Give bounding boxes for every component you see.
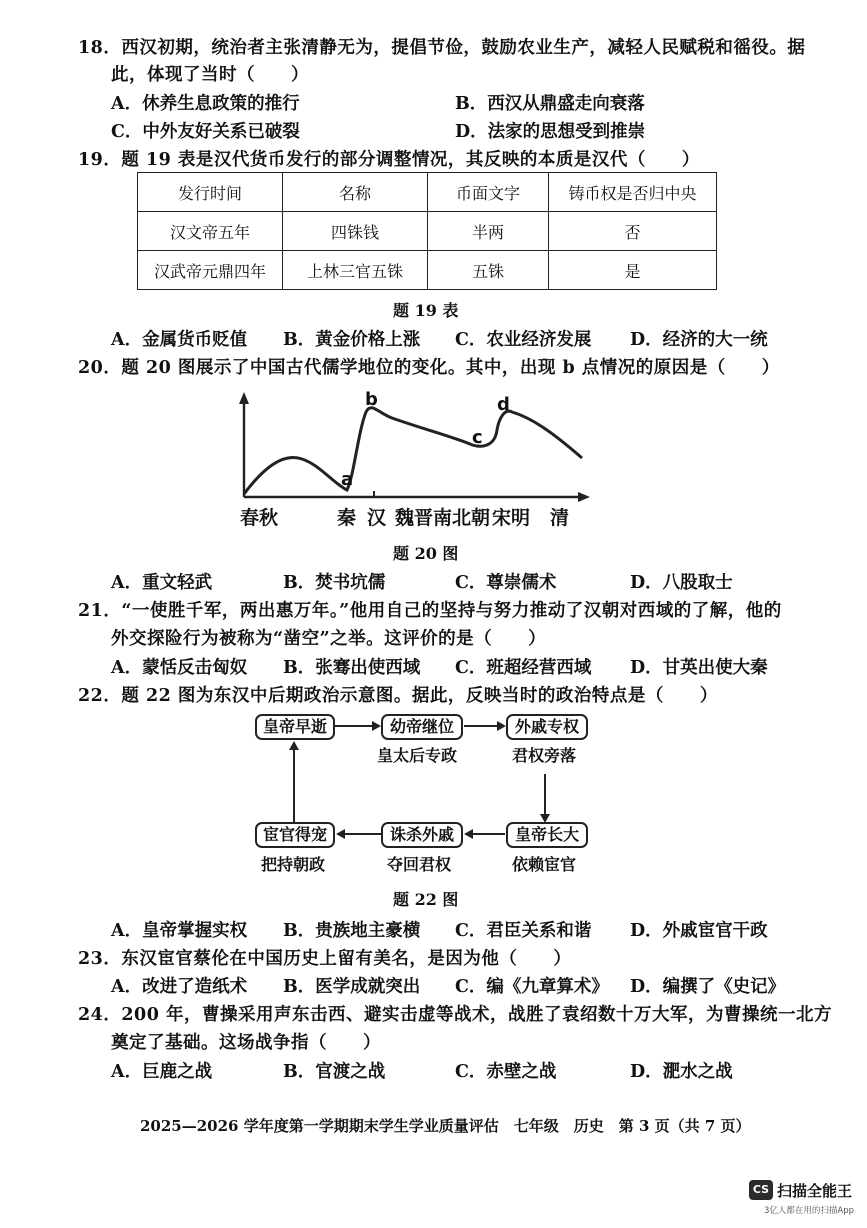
q23-option-a: A．改进了造纸术 bbox=[111, 977, 248, 997]
y-axis-arrow bbox=[239, 392, 249, 404]
q24-option-a: A．巨鹿之战 bbox=[111, 1062, 213, 1082]
x-label-qing: 清 bbox=[550, 507, 570, 529]
q19-caption: 题 19 表 bbox=[393, 301, 459, 320]
node-eunuch-favored-note: 把持朝政 bbox=[261, 855, 326, 874]
table-header: 铸币权是否归中央 bbox=[549, 173, 717, 212]
q22-option-a: A．皇帝掌握实权 bbox=[111, 921, 248, 941]
q23-option-d: D．编撰了《史记》 bbox=[630, 977, 786, 997]
q23-option-b: B．医学成就突出 bbox=[283, 977, 421, 997]
page-footer: 2025—2026 学年度第一学期期末学生学业质量评估 七年级 历史 第 3 页（共 7 页） bbox=[140, 1117, 751, 1135]
node-consort-clan-note: 君权旁落 bbox=[512, 746, 577, 765]
q24-option-d: D．淝水之战 bbox=[630, 1062, 733, 1082]
q22-option-c: C．君臣关系和谐 bbox=[455, 921, 592, 941]
table-cell: 汉武帝元鼎四年 bbox=[138, 251, 283, 290]
q22-option-d: D．外戚宦官干政 bbox=[630, 921, 768, 941]
point-label-c: c bbox=[472, 427, 483, 448]
node-consort-clan-power: 外戚专权 bbox=[506, 714, 588, 740]
arrow-right-icon bbox=[497, 721, 506, 731]
q19-option-a: A．金属货币贬值 bbox=[111, 330, 248, 350]
q22-option-b: B．贵族地主豪横 bbox=[283, 921, 421, 941]
q20-status-curve bbox=[0, 0, 867, 560]
status-curve-line bbox=[244, 408, 582, 494]
q20-caption: 题 20 图 bbox=[393, 544, 459, 563]
q18-option-a: A．休养生息政策的推行 bbox=[111, 94, 300, 114]
q19-option-c: C．农业经济发展 bbox=[455, 330, 592, 350]
q24-option-b: B．官渡之战 bbox=[283, 1062, 386, 1082]
q19-stem: 19．题 19 表是汉代货币发行的部分调整情况，其反映的本质是汉代（ ） bbox=[78, 150, 700, 170]
table-cell: 是 bbox=[549, 251, 717, 290]
q21-option-a: A．蒙恬反击匈奴 bbox=[111, 658, 248, 678]
table-cell: 否 bbox=[549, 212, 717, 251]
node-kill-consort-note: 夺回君权 bbox=[387, 855, 452, 874]
table-header: 名称 bbox=[283, 173, 428, 212]
x-label-weijin: 魏晋南北朝 bbox=[395, 507, 491, 529]
q23-option-c: C．编《九章算术》 bbox=[455, 977, 609, 997]
q21-option-b: B．张骞出使西域 bbox=[283, 658, 421, 678]
arrow-left-icon bbox=[336, 829, 345, 839]
arrow-right-icon bbox=[372, 721, 381, 731]
q22-caption: 题 22 图 bbox=[393, 890, 459, 909]
node-kill-consort-clan: 诛杀外戚 bbox=[381, 822, 463, 848]
q20-stem: 20．题 20 图展示了中国古代儒学地位的变化。其中，出现 b 点情况的原因是（ ） bbox=[78, 358, 780, 378]
table-cell: 半两 bbox=[428, 212, 549, 251]
table-cell: 汉文帝五年 bbox=[138, 212, 283, 251]
node-child-emperor-note: 皇太后专政 bbox=[377, 746, 458, 765]
point-label-b: b bbox=[365, 389, 378, 410]
x-label-chunqiu: 春秋 bbox=[240, 507, 279, 529]
q22-stem: 22．题 22 图为东汉中后期政治示意图。据此，反映当时的政治特点是（ ） bbox=[78, 686, 718, 706]
table-header: 发行时间 bbox=[138, 173, 283, 212]
q20-option-d: D．八股取士 bbox=[630, 573, 733, 593]
q20-option-a: A．重文轻武 bbox=[111, 573, 213, 593]
q20-option-b: B．焚书坑儒 bbox=[283, 573, 386, 593]
x-label-han: 汉 bbox=[367, 507, 387, 529]
q18-stem-line1: 18．西汉初期，统治者主张清静无为，提倡节俭，鼓励农业生产，减轻人民赋税和徭役。据 bbox=[78, 38, 806, 58]
camscanner-logo-icon: CS bbox=[749, 1180, 773, 1200]
point-label-a: a bbox=[341, 469, 354, 490]
q21-stem-line1: 21．“一使胜千军，两出惠万年。”他用自己的坚持与努力推动了汉朝对西域的了解，他的 bbox=[78, 601, 782, 621]
x-label-songming: 宋明 bbox=[492, 507, 531, 529]
q18-stem-line2: 此，体现了当时（ ） bbox=[111, 65, 309, 85]
q21-option-c: C．班超经营西域 bbox=[455, 658, 592, 678]
node-emperor-grown-note: 依赖宦官 bbox=[512, 855, 577, 874]
q18-option-d: D．法家的思想受到推崇 bbox=[455, 122, 646, 142]
table-cell: 四铢钱 bbox=[283, 212, 428, 251]
q19-option-b: B．黄金价格上涨 bbox=[283, 330, 421, 350]
q21-stem-line2: 外交探险行为被称为“凿空”之举。这评价的是（ ） bbox=[111, 629, 547, 649]
camscanner-name: 扫描全能王 bbox=[777, 1182, 853, 1200]
q18-option-c: C．中外友好关系已破裂 bbox=[111, 122, 300, 142]
point-label-d: d bbox=[497, 394, 510, 415]
arrow-left-icon bbox=[464, 829, 473, 839]
table-cell: 五铢 bbox=[428, 251, 549, 290]
q23-stem: 23．东汉宦官蔡伦在中国历史上留有美名，是因为他（ ） bbox=[78, 949, 572, 969]
q21-option-d: D．甘英出使大秦 bbox=[630, 658, 768, 678]
q24-stem-line1: 24．200 年，曹操采用声东击西、避实击虚等战术，战胜了袁绍数十万大军，为曹操统一北方 bbox=[78, 1005, 832, 1025]
node-child-emperor: 幼帝继位 bbox=[381, 714, 463, 740]
node-eunuch-favored: 宦官得宠 bbox=[255, 822, 335, 848]
table-cell: 上林三官五铢 bbox=[283, 251, 428, 290]
node-emperor-grown: 皇帝长大 bbox=[506, 822, 588, 848]
q24-option-c: C．赤壁之战 bbox=[455, 1062, 557, 1082]
q18-option-b: B．西汉从鼎盛走向衰落 bbox=[455, 94, 645, 114]
camscanner-tagline: 3亿人都在用的扫描App bbox=[764, 1206, 855, 1216]
q19-option-d: D．经济的大一统 bbox=[630, 330, 768, 350]
arrow-up-icon bbox=[289, 741, 299, 750]
table-header: 币面文字 bbox=[428, 173, 549, 212]
node-emperor-early-death: 皇帝早逝 bbox=[255, 714, 335, 740]
q20-option-c: C．尊崇儒术 bbox=[455, 573, 557, 593]
x-axis-arrow bbox=[578, 492, 590, 502]
x-label-qin: 秦 bbox=[337, 507, 357, 529]
q24-stem-line2: 奠定了基础。这场战争指（ ） bbox=[111, 1033, 381, 1053]
